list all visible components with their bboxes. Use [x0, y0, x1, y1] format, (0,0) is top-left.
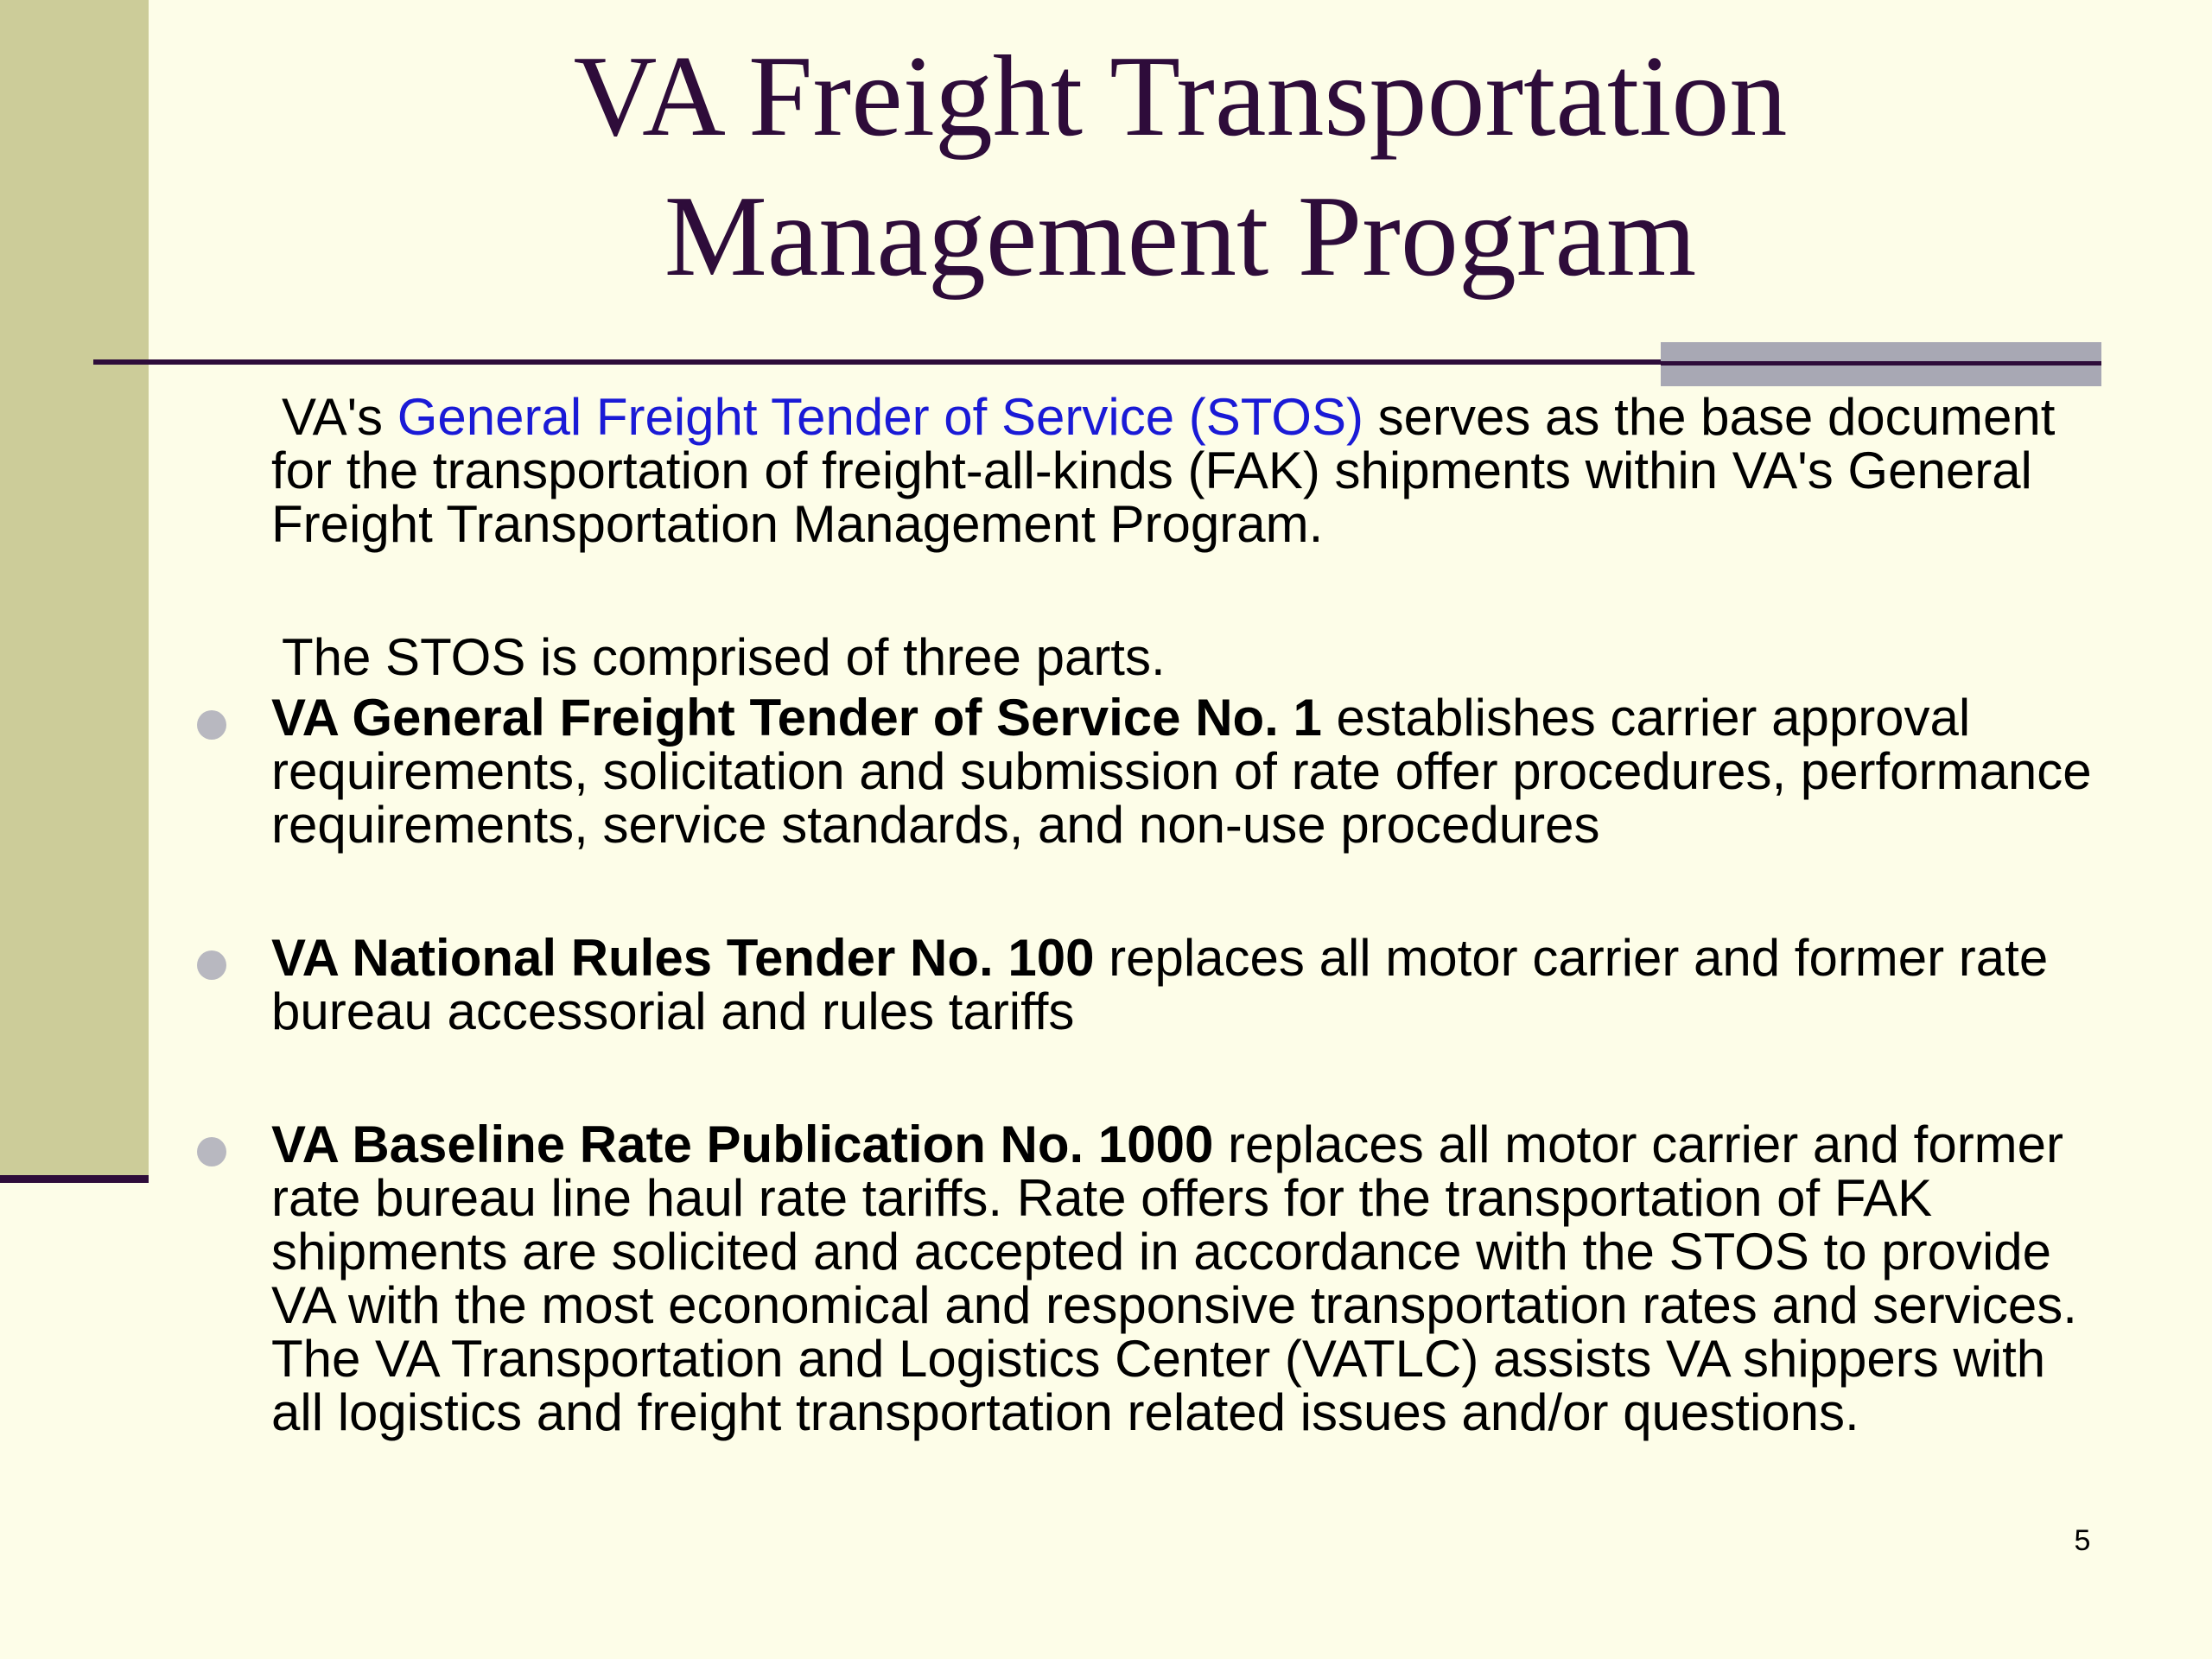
slide-title — [149, 26, 2212, 306]
parts-intro — [271, 628, 2094, 686]
stos-link[interactable]: General Freight Tender of Service (STOS) — [397, 388, 1363, 446]
bullet-text: establishes carrier approval requirements, solicitation and submission of rate offer procedures, performance requirements, service standards, and non-use procedures — [271, 689, 2092, 854]
slide-body — [271, 388, 2094, 1441]
intro-suffix: serves as the base document for the transportation of freight-all-kinds (FAK) shipments within VA's General Freight Transportation Management Program. — [271, 388, 2056, 553]
slide-title-line-1: VA Freight Transportation — [573, 32, 1788, 160]
side-decor-bar — [0, 0, 149, 1175]
title-divider-accent-line — [1661, 361, 2101, 365]
bullet-item — [271, 931, 2094, 1039]
bullet-title: VA National Rules Tender No. 100 — [271, 929, 1095, 987]
slide-title-line-2: Management Program — [664, 172, 1697, 300]
bullet-item — [271, 691, 2094, 852]
bullet-item — [271, 1118, 2094, 1440]
bullet-dot-icon — [197, 950, 226, 980]
bullet-text: replaces all motor carrier and former rate bureau line haul rate tariffs. Rate offers for the transportation of FAK shipments are solicited and accepted in accordance with the STOS to provide VA with the most economical and responsive transportation rates and services. The VA Transportation and Logistics Center (VATLC) assists VA shippers with all logistics and freight transportation related issues and/or questions. — [271, 1116, 2077, 1441]
intro-paragraph — [271, 388, 2094, 553]
intro-prefix: VA's — [282, 388, 397, 446]
parts-intro-text: The STOS is comprised of three parts. — [282, 628, 1166, 686]
bullet-dot-icon — [197, 710, 226, 740]
bullet-dot-icon — [197, 1137, 226, 1166]
bullet-title: VA General Freight Tender of Service No. 1 — [271, 689, 1322, 747]
page-number: 5 — [2074, 1524, 2091, 1557]
bullet-text: replaces all motor carrier and former rate bureau accessorial and rules tariffs — [271, 929, 2049, 1040]
side-decor-rule — [0, 1175, 149, 1183]
bullet-title: VA Baseline Rate Publication No. 1000 — [271, 1116, 1214, 1173]
